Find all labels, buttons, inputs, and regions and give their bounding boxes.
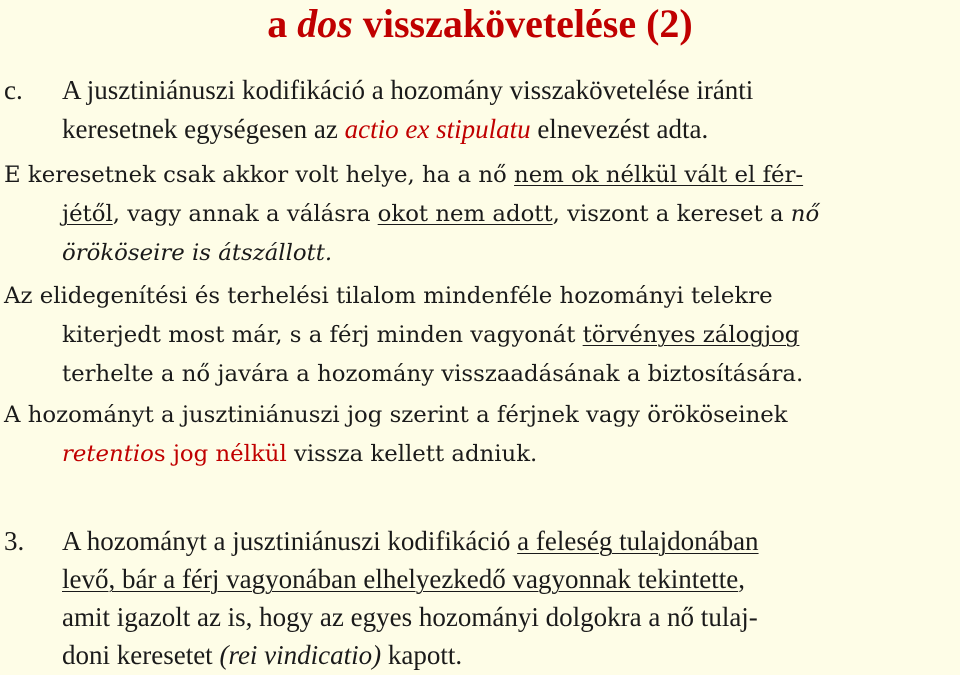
page-title — [0, 2, 960, 46]
para-e-line-2 — [62, 199, 819, 229]
section-3-line-4 — [62, 640, 462, 670]
para-e-l2-mid: , vagy annak a válásra — [112, 201, 378, 227]
rei-vindicatio-term: (rei vindicatio) — [219, 640, 382, 670]
section-c-line-2-pre: keresetnek egységesen az — [62, 114, 345, 144]
para-az-line-2 — [62, 320, 799, 350]
para-az-l2-pre: kiterjedt most már, s a férj minden vagyonát — [62, 322, 583, 348]
para-e-l1-underlined: nem ok nélkül vált el fér- — [514, 162, 804, 188]
para-e-l2-underlined: jétől — [62, 201, 113, 227]
section-c-line-2-post: elnevezést adta. — [530, 114, 709, 144]
actio-ex-stipulatu-term: actio ex stipulatu — [344, 114, 531, 144]
section-3-l4-pre: doni keresetet — [62, 640, 220, 670]
para-a-line-1: A hozományt a jusztiniánuszi jog szerint a férjnek vagy örököseinek — [4, 402, 788, 428]
para-e-l2-underlined-2: okot nem adott — [377, 201, 553, 227]
section-3-l1-pre: A hozományt a jusztiniánuszi kodifikáció — [62, 526, 518, 556]
para-az-l2-underlined: törvényes zálogjog — [582, 322, 800, 348]
title-pre: a — [267, 1, 298, 46]
section-3-line-1 — [62, 526, 759, 556]
para-e-l1-no: nő — [478, 162, 507, 188]
section-c-marker: c. — [4, 75, 23, 105]
para-a-l2-post: vissza kellett adniuk. — [286, 441, 538, 467]
para-a-line-2 — [62, 439, 537, 469]
para-az-line-1: Az elidegenítési és terhelési tilalom mindenféle hozományi telekre — [4, 283, 773, 309]
jog-nelkul-term: s jog nélkül — [153, 441, 287, 467]
title-italic-term: dos — [297, 1, 353, 46]
para-e-line-3: örököseire is átszállott. — [62, 240, 333, 266]
section-3-line-2 — [62, 564, 745, 594]
para-e-l1-pre: E keresetnek csak akkor volt helye, ha a — [4, 162, 479, 188]
section-3-l2-post: , — [738, 564, 745, 594]
section-3-l2-underlined: levő, bár a férj vagyonában elhelyezkedő vagyonnak tekintette — [62, 564, 739, 594]
section-c-line-2 — [62, 114, 708, 144]
section-3-l1-underlined: a feleség tulajdonában — [517, 526, 759, 556]
para-e-l2-post: , viszont a kereset a — [552, 201, 791, 227]
para-az-line-3: terhelte a nő javára a hozomány visszaadásának a biztosítására. — [62, 361, 804, 387]
para-e-l2-italic: nő — [790, 201, 820, 227]
para-e-line-1 — [4, 160, 803, 190]
section-3-marker: 3. — [4, 526, 25, 556]
title-post: visszakövetelése (2) — [352, 1, 693, 46]
para-e-l1-mid — [507, 162, 514, 188]
section-3-line-3: amit igazolt az is, hogy az egyes hozományi dolgokra a nő tulaj- — [62, 602, 758, 632]
section-3-l4-post: kapott. — [381, 640, 463, 670]
section-c-line-1: A jusztiniánuszi kodifikáció a hozomány visszakövetelése iránti — [62, 75, 754, 105]
retentio-term: retentio — [62, 441, 154, 467]
